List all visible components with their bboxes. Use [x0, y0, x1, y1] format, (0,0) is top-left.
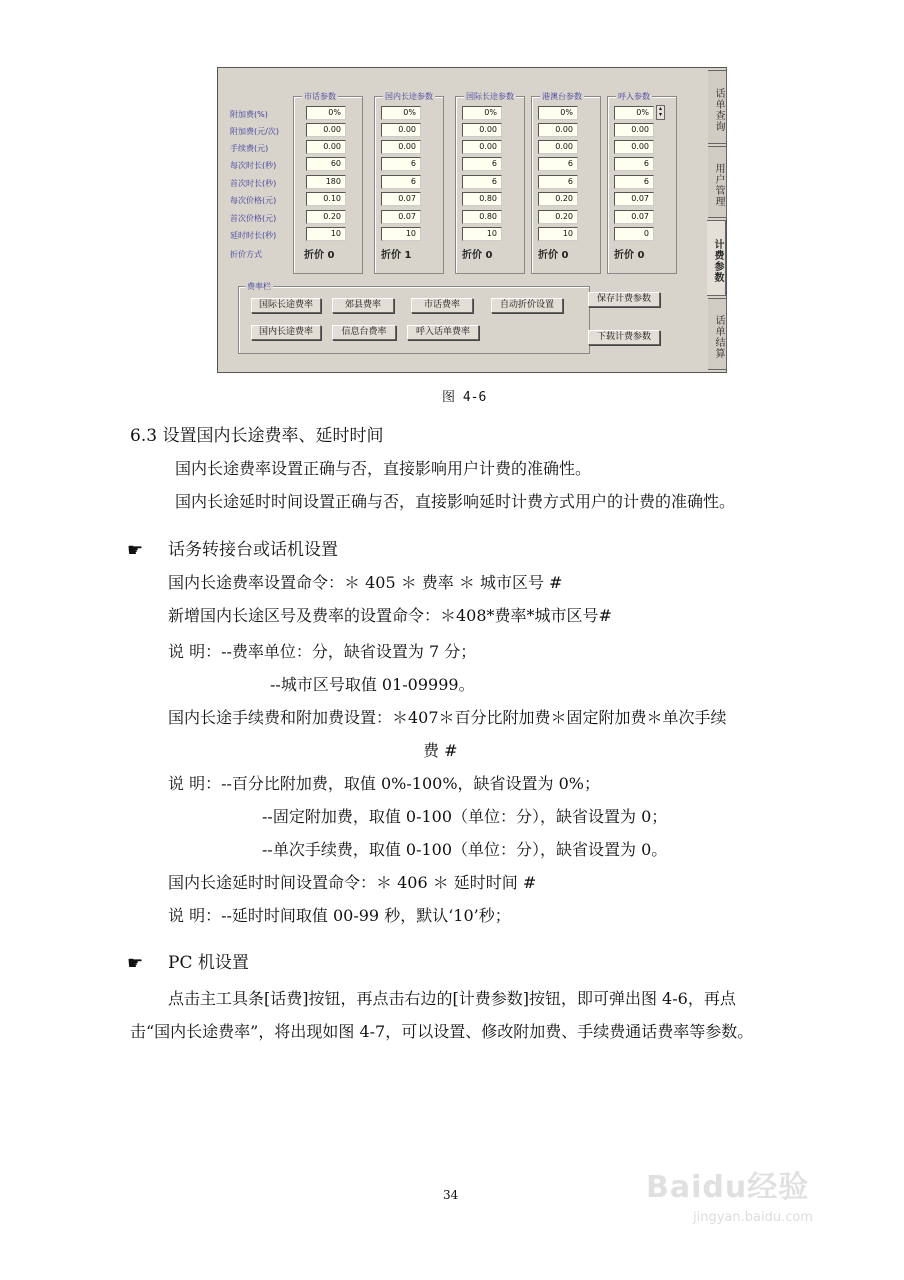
note-line: 说 明：--费率单位：分，缺省设置为 7 分； [168, 642, 477, 661]
field-first-duration[interactable]: 6 [538, 175, 578, 189]
discount-mode[interactable]: 折价 0 [462, 250, 493, 261]
local-rate-button[interactable]: 市话费率 [411, 298, 473, 313]
tab-billing-params[interactable]: 计费参数 [707, 220, 726, 296]
page-number: 34 [443, 1188, 459, 1202]
field-unit-price[interactable]: 0.20 [538, 192, 578, 206]
field-surcharge-percent[interactable]: 0% [306, 106, 346, 120]
command-line: 新增国内长途区号及费率的设置命令：＊408*费率*城市区号# [168, 606, 612, 625]
field-surcharge-fixed[interactable]: 0.00 [462, 123, 502, 137]
info-rate-button[interactable]: 信息台费率 [332, 325, 396, 340]
row-label-first-duration: 首次时长(秒) [230, 179, 277, 188]
discount-mode[interactable]: 折价 1 [381, 250, 412, 261]
note-line: 说 明：--百分比附加费，取值 0%-100%，缺省设置为 0%； [168, 774, 600, 793]
row-label-first-price: 首次价格(元) [230, 214, 277, 223]
field-first-duration[interactable]: 6 [614, 175, 654, 189]
pointing-hand-icon: ☛ [127, 540, 144, 561]
paragraph: 国内长途费率设置正确与否，直接影响用户计费的准确性。 [175, 459, 592, 478]
tab-call-settlement[interactable]: 话单结算 [708, 298, 727, 370]
row-label-surcharge-percent: 附加费(%) [230, 110, 268, 119]
paragraph: 击“国内长途费率”，将出现如图 4-7，可以设置、修改附加费、手续费通话费率等参数。 [130, 1022, 754, 1041]
row-label-surcharge-fixed: 附加费(元/次) [230, 127, 279, 136]
domestic-rate-button[interactable]: 国内长途费率 [251, 325, 321, 340]
baidu-watermark: Baidu经验 [646, 1170, 810, 1205]
spinner-arrows-icon[interactable]: ▴ ▾ [656, 105, 665, 120]
auto-discount-button[interactable]: 自动折价设置 [491, 298, 563, 313]
tab-user-management[interactable]: 用户管理 [708, 146, 727, 218]
field-surcharge-fixed[interactable]: 0.00 [381, 123, 421, 137]
group-title: 市话参数 [304, 92, 336, 101]
field-first-price[interactable]: 0.20 [538, 210, 578, 224]
command-line: 国内长途手续费和附加费设置：＊407＊百分比附加费＊固定附加费＊单次手续 [168, 708, 727, 727]
download-params-button[interactable]: 下载计费参数 [588, 330, 660, 345]
note-line: --城市区号取值 01-09999。 [270, 675, 475, 694]
group-title: 港澳台参数 [542, 92, 582, 101]
field-delay-duration[interactable]: 10 [538, 227, 578, 241]
field-first-price[interactable]: 0.20 [306, 210, 346, 224]
incoming-rate-button[interactable]: 呼入话单费率 [407, 325, 479, 340]
billing-params-window [217, 67, 727, 373]
field-handling-fee[interactable]: 0.00 [614, 140, 654, 154]
bullet-heading: PC 机设置 [168, 953, 249, 973]
field-handling-fee[interactable]: 0.00 [306, 140, 346, 154]
field-delay-duration[interactable]: 10 [462, 227, 502, 241]
row-label-discount-mode: 折价方式 [230, 250, 262, 259]
group-international-params [455, 92, 525, 274]
tab-call-record-query[interactable]: 话单查询 [708, 70, 727, 144]
field-unit-duration[interactable]: 6 [538, 157, 578, 171]
paragraph: 点击主工具条[话费]按钮，再点击右边的[计费参数]按钮，即可弹出图 4-6，再点 [168, 989, 736, 1008]
group-local-params [293, 92, 363, 274]
field-surcharge-percent[interactable]: 0% [614, 106, 654, 120]
row-label-delay-duration: 延时时长(秒) [230, 231, 277, 240]
command-line: 费 # [423, 741, 458, 760]
field-handling-fee[interactable]: 0.00 [462, 140, 502, 154]
field-first-price[interactable]: 0.07 [381, 210, 421, 224]
intl-rate-button[interactable]: 国际长途费率 [251, 298, 321, 313]
group-hk-macau-taiwan-params [531, 92, 601, 274]
note-line: 说 明：--延时时间取值 00-99 秒，默认‘10’秒； [168, 906, 511, 925]
field-handling-fee[interactable]: 0.00 [538, 140, 578, 154]
section-title: 6.3 设置国内长途费率、延时时间 [130, 426, 384, 446]
field-unit-price[interactable]: 0.10 [306, 192, 346, 206]
note-line: --固定附加费，取值 0-100（单位：分），缺省设置为 0； [262, 807, 668, 826]
field-unit-duration[interactable]: 6 [614, 157, 654, 171]
command-line: 国内长途费率设置命令：＊ 405 ＊ 费率 ＊ 城市区号 # [168, 573, 563, 592]
pointing-hand-icon: ☛ [127, 953, 144, 974]
figure-caption: 图 4-6 [442, 390, 487, 405]
command-line: 国内长途延时时间设置命令：＊ 406 ＊ 延时时间 # [168, 873, 537, 892]
discount-mode[interactable]: 折价 0 [614, 250, 645, 261]
field-delay-duration[interactable]: 0 [614, 227, 654, 241]
field-unit-duration[interactable]: 6 [462, 157, 502, 171]
field-surcharge-fixed[interactable]: 0.00 [538, 123, 578, 137]
field-surcharge-fixed[interactable]: 0.00 [614, 123, 654, 137]
group-title: 国内长途参数 [385, 92, 433, 101]
field-delay-duration[interactable]: 10 [381, 227, 421, 241]
field-first-price[interactable]: 0.07 [614, 210, 654, 224]
field-unit-price[interactable]: 0.07 [381, 192, 421, 206]
field-unit-price[interactable]: 0.80 [462, 192, 502, 206]
field-first-duration[interactable]: 180 [306, 175, 346, 189]
group-title: 国际长途参数 [466, 92, 514, 101]
save-params-button[interactable]: 保存计费参数 [588, 292, 660, 307]
field-surcharge-percent[interactable]: 0% [538, 106, 578, 120]
field-unit-duration[interactable]: 60 [306, 157, 346, 171]
discount-mode[interactable]: 折价 0 [538, 250, 569, 261]
note-line: --单次手续费，取值 0-100（单位：分），缺省设置为 0。 [262, 840, 668, 859]
field-surcharge-fixed[interactable]: 0.00 [306, 123, 346, 137]
field-delay-duration[interactable]: 10 [306, 227, 346, 241]
row-label-handling-fee: 手续费(元) [230, 144, 269, 153]
field-unit-price[interactable]: 0.07 [614, 192, 654, 206]
field-surcharge-percent[interactable]: 0% [462, 106, 502, 120]
paragraph: 国内长途延时时间设置正确与否，直接影响延时计费方式用户的计费的准确性。 [175, 492, 736, 511]
group-incoming-params [607, 92, 677, 274]
group-domestic-params [374, 92, 444, 274]
row-label-unit-price: 每次价格(元) [230, 196, 277, 205]
row-label-unit-duration: 每次时长(秒) [230, 161, 277, 170]
discount-mode[interactable]: 折价 0 [304, 250, 335, 261]
bullet-heading: 话务转接台或话机设置 [168, 540, 338, 560]
group-title: 呼入参数 [618, 92, 650, 101]
field-first-duration[interactable]: 6 [462, 175, 502, 189]
suburb-rate-button[interactable]: 郊县费率 [332, 298, 394, 313]
field-first-duration[interactable]: 6 [381, 175, 421, 189]
field-handling-fee[interactable]: 0.00 [381, 140, 421, 154]
field-unit-duration[interactable]: 6 [381, 157, 421, 171]
field-surcharge-percent[interactable]: 0% [381, 106, 421, 120]
field-first-price[interactable]: 0.80 [462, 210, 502, 224]
rate-group [238, 282, 590, 354]
rate-group-title: 费率栏 [247, 282, 271, 291]
baidu-watermark-url: jingyan.baidu.com [693, 1210, 813, 1225]
